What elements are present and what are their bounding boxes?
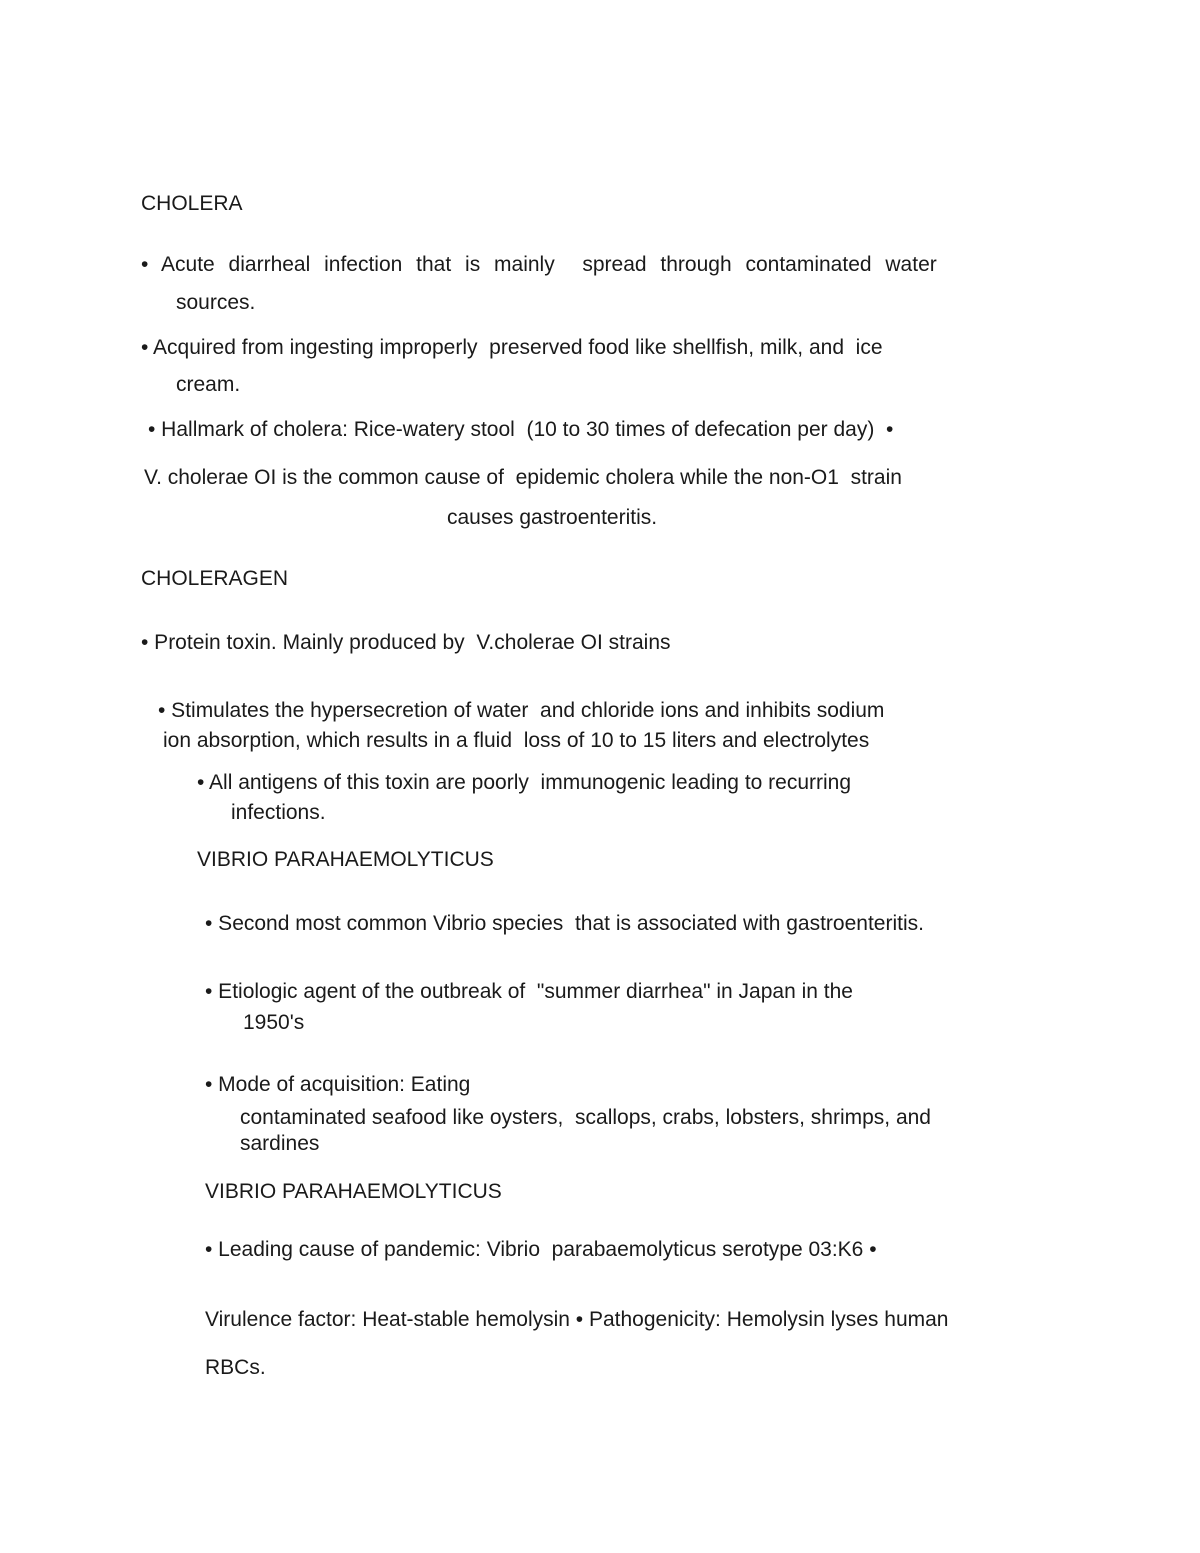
choleragen-bullet-2-line-1: • Stimulates the hypersecretion of water and chloride ions and inhibits sodium [158,699,885,722]
vibrio-1-bullet-2-line-1: • Etiologic agent of the outbreak of "summer diarrhea" in Japan in the [205,980,853,1003]
choleragen-bullet-3-line-2: infections. [231,801,326,824]
choleragen-bullet-1: • Protein toxin. Mainly produced by V.cholerae OI strains [141,631,671,654]
cholera-bullet-2-line-2: cream. [176,373,241,396]
vibrio-1-bullet-1: • Second most common Vibrio species that is associated with gastroenteritis. [205,912,924,935]
vibrio-2-bullet-1: • Leading cause of pandemic: Vibrio parabaemolyticus serotype 03:K6 • [205,1238,877,1261]
cholera-bullet-2-line-1: • Acquired from ingesting improperly preserved food like shellfish, milk, and ice [141,336,883,359]
section-heading-cholera: CHOLERA [141,192,243,215]
vibrio-2-bullet-2-line-1: Virulence factor: Heat-stable hemolysin • Pathogenicity: Hemolysin lyses human [205,1308,949,1331]
section-heading-vibrio-1: VIBRIO PARAHAEMOLYTICUS [197,848,494,871]
choleragen-bullet-3-line-1: • All antigens of this toxin are poorly immunogenic leading to recurring [197,771,852,794]
cholera-bullet-4-line-2: causes gastroenteritis. [447,506,658,529]
section-heading-vibrio-2: VIBRIO PARAHAEMOLYTICUS [205,1180,502,1203]
cholera-bullet-1-line-2: sources. [176,291,256,314]
vibrio-1-bullet-3-line-2: contaminated seafood like oysters, scallops, crabs, lobsters, shrimps, and [240,1106,931,1129]
cholera-bullet-4-line-1: V. cholerae OI is the common cause of epidemic cholera while the non-O1 strain [144,466,902,489]
cholera-bullet-1-line-1: • Acute diarrheal infection that is mainly spread through contaminated water [141,253,937,276]
vibrio-1-bullet-3-line-1: • Mode of acquisition: Eating [205,1073,471,1096]
vibrio-2-bullet-2-line-2: RBCs. [205,1356,266,1379]
choleragen-bullet-2-line-2: ion absorption, which results in a fluid loss of 10 to 15 liters and electrolytes [163,729,870,752]
vibrio-1-bullet-3-line-3: sardines [240,1132,320,1155]
cholera-bullet-3: • Hallmark of cholera: Rice-watery stool (10 to 30 times of defecation per day) • [148,418,894,441]
vibrio-1-bullet-2-line-2: 1950's [243,1011,305,1034]
section-heading-choleragen: CHOLERAGEN [141,567,289,590]
